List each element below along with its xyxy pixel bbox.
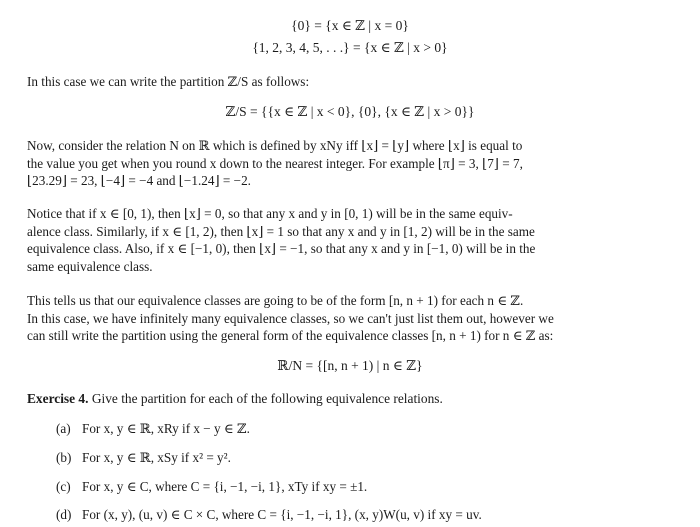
paragraph-line: equivalence class. Also, if x ∈ [−1, 0), then ⌊x⌋ = −1, so that any x and y in [−1, 0) will be in the: [27, 241, 536, 256]
equation-zero-class: {0} = {x ∈ ℤ | x = 0}: [291, 18, 409, 33]
paragraph-line: This tells us that our equivalence classes are going to be of the form [n, n + 1) for each n ∈ ℤ.: [27, 293, 524, 308]
exercise-title: Exercise 4.: [27, 391, 89, 406]
paragraph-equivalence-notice: [27, 205, 657, 275]
paragraph-line: same equivalence class.: [27, 258, 153, 274]
paragraph-line: Notice that if x ∈ [0, 1), then ⌊x⌋ = 0, so that any x and y in [0, 1) will be in the same equiv-: [27, 206, 513, 221]
paragraph-relation-n: [27, 137, 657, 190]
equation-partition-n: ℝ/N = {[n, n + 1) | n ∈ ℤ}: [277, 358, 423, 373]
exercise-item-label: (c): [56, 479, 71, 494]
paragraph-line: can still write the partition using the general form of the equivalence classes [n, n + 1) for n ∈ ℤ as:: [27, 328, 554, 343]
exercise-item: [56, 479, 666, 495]
exercise-item-text: For x, y ∈ ℝ, xRy if x − y ∈ ℤ.: [82, 421, 250, 436]
exercise-item-label: (a): [56, 421, 71, 436]
equation-positive-class: {1, 2, 3, 4, 5, . . .} = {x ∈ ℤ | x > 0}: [252, 40, 448, 55]
paragraph-line: alence class. Similarly, if x ∈ [1, 2), then ⌊x⌋ = 1 so that any x and y in [1, 2) will be in the same: [27, 223, 535, 239]
exercise-item-text: For x, y ∈ C, where C = {i, −1, −i, 1}, xTy if xy = ±1.: [82, 479, 368, 494]
exercise-item-label: (d): [56, 507, 72, 522]
exercise-item-text: For x, y ∈ ℝ, xSy if x² = y².: [82, 450, 231, 465]
exercise-item: [56, 507, 666, 523]
exercise-item: [56, 421, 666, 437]
paragraph-equivalence-form: [27, 292, 657, 345]
exercise-item-text: For (x, y), (u, v) ∈ C × C, where C = {i, −1, −i, 1}, (x, y)W(u, v) if xy = uv.: [82, 507, 482, 522]
paragraph-line: ⌊23.29⌋ = 23, ⌊−4⌋ = −4 and ⌊−1.24⌋ = −2.: [27, 173, 251, 188]
exercise-item: [56, 450, 666, 466]
equation-partition-s: ℤ/S = {{x ∈ ℤ | x < 0}, {0}, {x ∈ ℤ | x > 0}}: [225, 104, 475, 119]
paragraph-line: the value you get when you round x down to the nearest integer. For example ⌊π⌋ = 3, ⌊7⌋ = 7,: [27, 155, 523, 171]
paragraph-line: In this case, we have infinitely many equivalence classes, so we can't just list them out, however we: [27, 310, 554, 326]
paragraph-line: Now, consider the relation N on ℝ which is defined by xNy iff ⌊x⌋ = ⌊y⌋ where ⌊x⌋ is equal to: [27, 138, 523, 153]
paragraph-partition-intro: In this case we can write the partition ℤ/S as follows:: [27, 74, 310, 89]
exercise-heading: [27, 391, 667, 407]
exercise-instruction: Give the partition for each of the following equivalence relations.: [88, 391, 443, 406]
exercise-item-label: (b): [56, 450, 72, 465]
